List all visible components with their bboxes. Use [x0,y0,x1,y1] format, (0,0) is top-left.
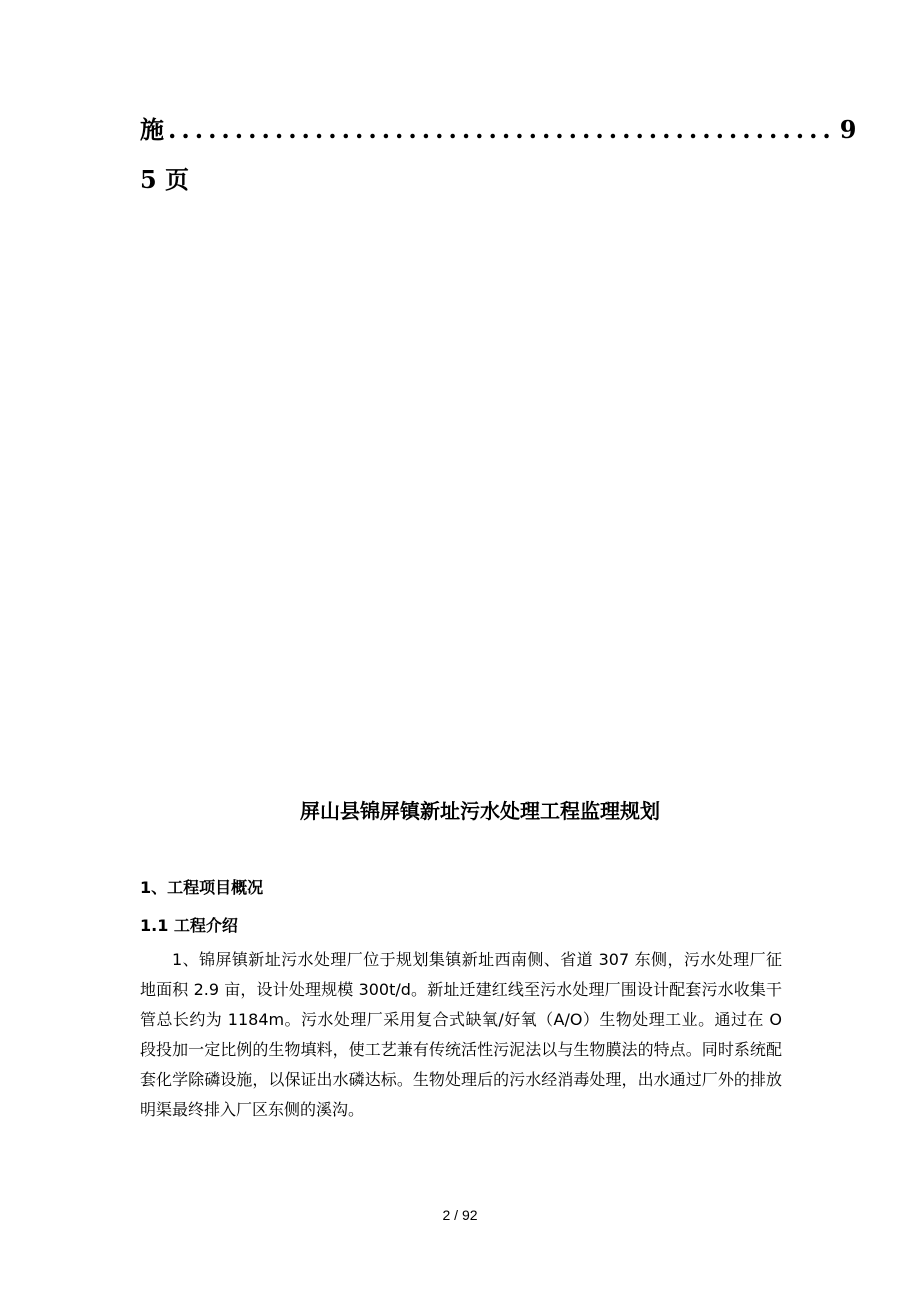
toc-leader-dots: .................................................. [168,115,836,144]
section-heading-1-1: 1.1 工程介绍 [140,916,238,935]
page-indicator: 2 / 92 [442,1207,478,1223]
toc-page-continuation: 5 页 [140,165,190,194]
document-title: 屏山县锦屏镇新址污水处理工程监理规划 [300,799,660,823]
toc-entry-text: 施 [140,115,164,144]
toc-entry[interactable] [140,110,857,145]
toc-page-number: 9 [839,115,857,144]
body-paragraph: 1、锦屏镇新址污水处理厂位于规划集镇新址西南侧、省道 307 东侧，污水处理厂征地面积 2.9 亩，设计处理规模 300t/d。新址迁建红线至污水处理厂围设计配套污水收集干管总长约为 1184m。污水处理厂采用复合式缺氧/好氧（A/O）生物处理工业。通过在 O 段投加一定比例的生物填料，使工艺兼有传统活性污泥法以与生物膜法的特点。同时系统配套化学除磷设施，以保证出水磷达标。生物处理后的污水经消毒处理，出水通过厂外的排放明渠最终排入厂区东侧的溪沟。 [140,950,782,1119]
section-heading-1: 1、工程项目概况 [140,878,264,897]
